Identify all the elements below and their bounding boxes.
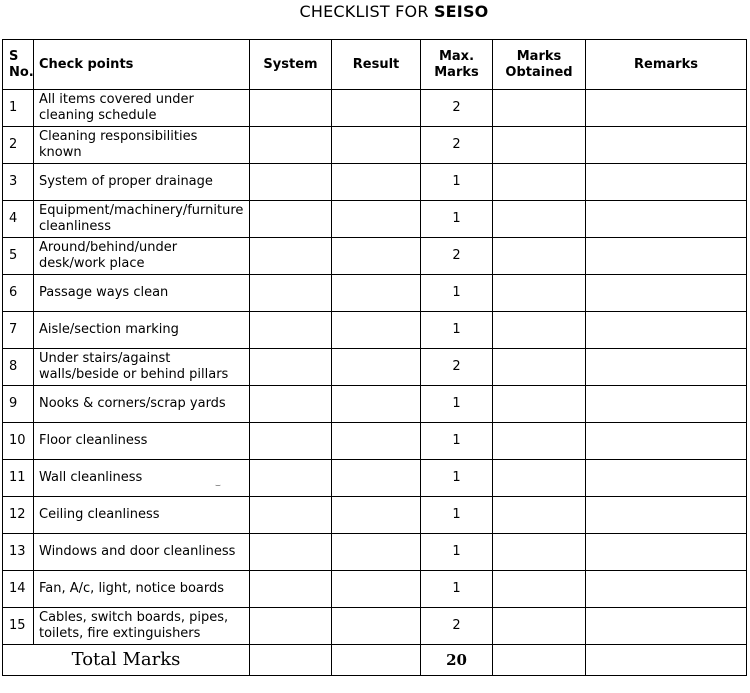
row-system-cell[interactable]	[250, 275, 332, 312]
table-row	[3, 534, 747, 571]
row-remarks-cell[interactable]	[586, 423, 747, 460]
row-system-cell[interactable]	[250, 534, 332, 571]
row-result-cell[interactable]	[332, 127, 421, 164]
row-remarks-cell[interactable]	[586, 460, 747, 497]
table-row	[3, 90, 747, 127]
table-body	[3, 90, 747, 645]
row-system-cell[interactable]	[250, 349, 332, 386]
row-marks-obtained-cell[interactable]	[493, 201, 586, 238]
row-sno: 4	[3, 201, 34, 238]
row-remarks-cell[interactable]	[586, 127, 747, 164]
row-remarks-cell[interactable]	[586, 571, 747, 608]
row-sno: 7	[3, 312, 34, 349]
row-sno: 9	[3, 386, 34, 423]
row-result-cell[interactable]	[332, 349, 421, 386]
row-marks-obtained-cell[interactable]	[493, 238, 586, 275]
row-check-point: All items covered under cleaning schedule	[34, 90, 250, 127]
header-max-marks	[421, 40, 493, 90]
row-remarks-cell[interactable]	[586, 238, 747, 275]
row-max-marks: 1	[421, 497, 493, 534]
row-remarks-cell[interactable]	[586, 497, 747, 534]
row-result-cell[interactable]	[332, 201, 421, 238]
row-max-marks: 1	[421, 386, 493, 423]
header-sno-line2: No.	[9, 64, 34, 80]
row-sno: 8	[3, 349, 34, 386]
row-system-cell[interactable]	[250, 571, 332, 608]
row-result-cell[interactable]	[332, 275, 421, 312]
row-check-point: Floor cleanliness	[34, 423, 250, 460]
row-max-marks: 2	[421, 608, 493, 645]
row-system-cell[interactable]	[250, 201, 332, 238]
row-marks-obtained-cell[interactable]	[493, 312, 586, 349]
row-remarks-cell[interactable]	[586, 275, 747, 312]
row-result-cell[interactable]	[332, 571, 421, 608]
row-check-point: Nooks & corners/scrap yards	[34, 386, 250, 423]
row-system-cell[interactable]	[250, 386, 332, 423]
stray-mark: ⌣	[215, 481, 221, 491]
header-sno-line1: S	[9, 48, 19, 64]
row-max-marks: 2	[421, 90, 493, 127]
row-check-point: Around/behind/under desk/work place	[34, 238, 250, 275]
table-row	[3, 275, 747, 312]
row-marks-obtained-cell[interactable]	[493, 497, 586, 534]
row-result-cell[interactable]	[332, 164, 421, 201]
row-result-cell[interactable]	[332, 90, 421, 127]
row-remarks-cell[interactable]	[586, 534, 747, 571]
row-check-point: Under stairs/against walls/beside or behind pillars	[34, 349, 250, 386]
total-row	[3, 645, 747, 676]
row-marks-obtained-cell[interactable]	[493, 90, 586, 127]
header-max-line1: Max.	[438, 48, 475, 64]
table-row	[3, 312, 747, 349]
table-row	[3, 127, 747, 164]
row-sno: 2	[3, 127, 34, 164]
row-max-marks: 1	[421, 164, 493, 201]
table-row	[3, 497, 747, 534]
table-row	[3, 164, 747, 201]
row-sno: 13	[3, 534, 34, 571]
row-check-point: Fan, A/c, light, notice boards	[34, 571, 250, 608]
row-check-point: System of proper drainage	[34, 164, 250, 201]
title-bold: SEISO	[433, 2, 489, 21]
header-max-line2: Marks	[434, 64, 479, 80]
row-check-point: Cleaning responsibilities known	[34, 127, 250, 164]
row-remarks-cell[interactable]	[586, 349, 747, 386]
row-sno: 12	[3, 497, 34, 534]
row-result-cell[interactable]	[332, 497, 421, 534]
row-remarks-cell[interactable]	[586, 608, 747, 645]
checklist-table	[2, 39, 747, 676]
row-max-marks: 1	[421, 275, 493, 312]
table-row	[3, 238, 747, 275]
header-obtained-line1: Marks	[516, 48, 562, 64]
row-remarks-cell[interactable]	[586, 201, 747, 238]
row-remarks-cell[interactable]	[586, 164, 747, 201]
row-marks-obtained-cell[interactable]	[493, 608, 586, 645]
row-system-cell[interactable]	[250, 164, 332, 201]
total-remarks-cell[interactable]	[586, 645, 747, 676]
table-row	[3, 423, 747, 460]
row-marks-obtained-cell[interactable]	[493, 127, 586, 164]
table-row	[3, 608, 747, 645]
row-system-cell[interactable]	[250, 608, 332, 645]
row-marks-obtained-cell[interactable]	[493, 164, 586, 201]
header-row	[3, 40, 747, 90]
row-marks-obtained-cell[interactable]	[493, 571, 586, 608]
header-system: System	[250, 40, 332, 90]
row-sno: 11	[3, 460, 34, 497]
row-system-cell[interactable]	[250, 423, 332, 460]
row-system-cell[interactable]	[250, 497, 332, 534]
row-system-cell[interactable]	[250, 460, 332, 497]
row-sno: 3	[3, 164, 34, 201]
total-value: 20	[421, 645, 493, 676]
row-max-marks: 1	[421, 460, 493, 497]
row-check-point: Windows and door cleanliness	[34, 534, 250, 571]
row-sno: 1	[3, 90, 34, 127]
total-obtained-cell[interactable]	[493, 645, 586, 676]
row-sno: 5	[3, 238, 34, 275]
header-check-points: Check points	[34, 40, 250, 90]
row-system-cell[interactable]	[250, 312, 332, 349]
row-result-cell[interactable]	[332, 386, 421, 423]
header-remarks: Remarks	[586, 40, 747, 90]
row-max-marks: 1	[421, 312, 493, 349]
row-system-cell[interactable]	[250, 127, 332, 164]
row-result-cell[interactable]	[332, 238, 421, 275]
table-row	[3, 386, 747, 423]
row-marks-obtained-cell[interactable]	[493, 460, 586, 497]
total-system-cell[interactable]	[250, 645, 332, 676]
row-system-cell[interactable]	[250, 238, 332, 275]
row-check-point: Passage ways clean	[34, 275, 250, 312]
row-sno: 15	[3, 608, 34, 645]
header-obtained-line2: Obtained	[505, 64, 573, 80]
row-marks-obtained-cell[interactable]	[493, 423, 586, 460]
header-marks-obtained	[493, 40, 586, 90]
row-check-point: Equipment/machinery/furniture cleanliness	[34, 201, 250, 238]
row-marks-obtained-cell[interactable]	[493, 349, 586, 386]
table-row	[3, 571, 747, 608]
row-sno: 6	[3, 275, 34, 312]
row-result-cell[interactable]	[332, 460, 421, 497]
title-prefix: CHECKLIST FOR	[299, 2, 434, 21]
table-row	[3, 349, 747, 386]
row-marks-obtained-cell[interactable]	[493, 386, 586, 423]
row-max-marks: 1	[421, 571, 493, 608]
row-result-cell[interactable]	[332, 534, 421, 571]
row-remarks-cell[interactable]	[586, 386, 747, 423]
row-max-marks: 2	[421, 127, 493, 164]
row-system-cell[interactable]	[250, 90, 332, 127]
row-max-marks: 1	[421, 534, 493, 571]
row-remarks-cell[interactable]	[586, 90, 747, 127]
row-check-point: Aisle/section marking	[34, 312, 250, 349]
row-max-marks: 1	[421, 423, 493, 460]
total-result-cell[interactable]	[332, 645, 421, 676]
row-result-cell[interactable]	[332, 608, 421, 645]
row-sno: 14	[3, 571, 34, 608]
row-marks-obtained-cell[interactable]	[493, 534, 586, 571]
table-row	[3, 201, 747, 238]
row-max-marks: 2	[421, 349, 493, 386]
header-sno	[3, 40, 34, 90]
row-result-cell[interactable]	[332, 312, 421, 349]
row-result-cell[interactable]	[332, 423, 421, 460]
row-remarks-cell[interactable]	[586, 312, 747, 349]
row-sno: 10	[3, 423, 34, 460]
row-marks-obtained-cell[interactable]	[493, 275, 586, 312]
total-label: Total Marks	[3, 645, 250, 676]
header-result: Result	[332, 40, 421, 90]
row-max-marks: 2	[421, 238, 493, 275]
row-check-point: Wall cleanliness	[34, 460, 250, 497]
row-check-point: Cables, switch boards, pipes, toilets, fire extinguishers	[34, 608, 250, 645]
page-title	[0, 2, 750, 21]
table-row	[3, 460, 747, 497]
row-check-point: Ceiling cleanliness	[34, 497, 250, 534]
row-max-marks: 1	[421, 201, 493, 238]
